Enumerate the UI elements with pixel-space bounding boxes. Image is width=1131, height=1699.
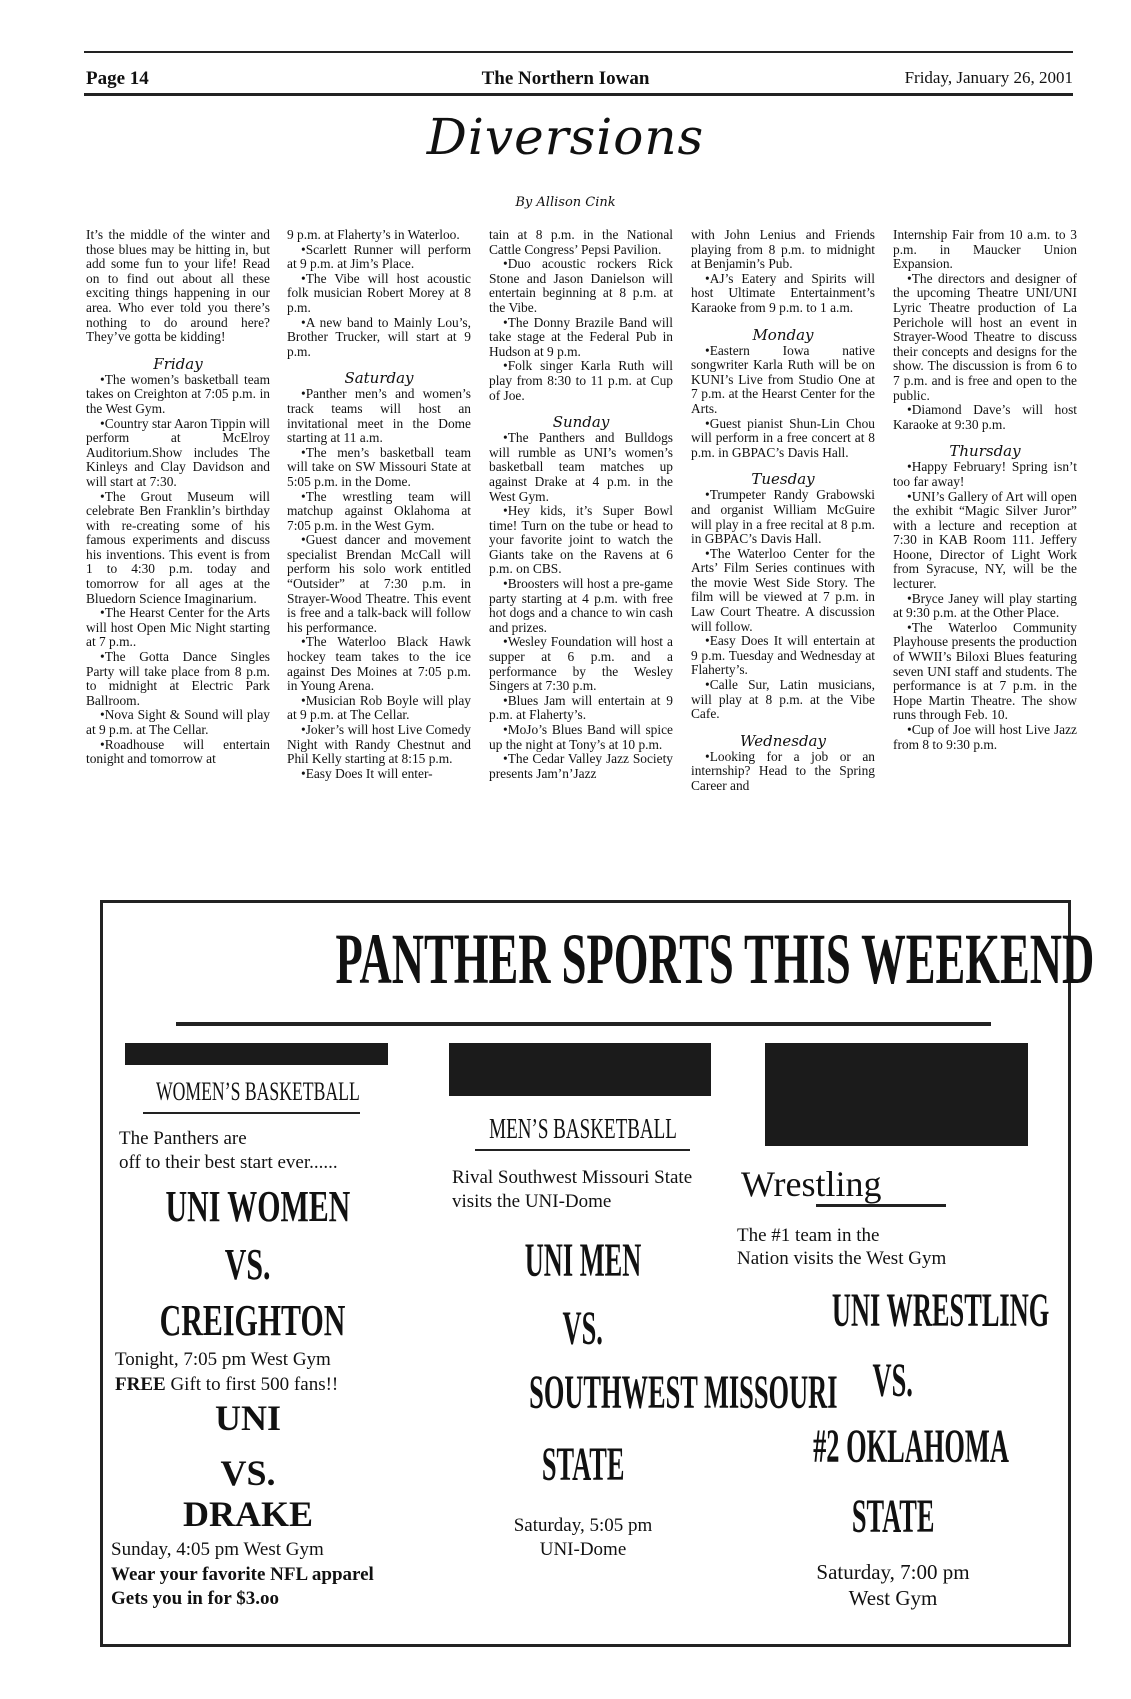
event-paragraph: •The Vibe will host acoustic folk musician Robert Morey at 8 p.m. (287, 270, 471, 315)
byline: By Allison Cink (515, 195, 616, 210)
womens-opponent-2: DRAKE (182, 1494, 313, 1534)
event-paragraph: •The Gotta Dance Singles Party will take place from 8 p.m. to midnight at Electric Park Ballroom. (86, 649, 270, 708)
mens-opponent-2: STATE (541, 1438, 625, 1491)
event-paragraph: •Diamond Dave’s will host Karaoke at 9:30 p.m. (893, 402, 1077, 432)
wrestling-time: Saturday, 7:00 pm (816, 1560, 970, 1584)
day-heading: Saturday (344, 369, 414, 388)
wrestling-opponent-2: STATE (851, 1490, 935, 1543)
event-paragraph: •Panther men’s and women’s track teams will host an invitational meet in the Dome starting at 11 a.m. (287, 386, 471, 446)
event-paragraph: •Joker’s will host Live Comedy Night with Randy Chestnut and Phil Kelly starting at 8:15 p.m. (287, 722, 471, 767)
wrestling-team-label: UNI WRESTLING (831, 1284, 1050, 1337)
event-paragraph: •UNI’s Gallery of Art will open the exhibit “Magic Silver Juror” with a lecture and reception at 7:30 in KAB Room 111. Jeffery Hoone, Director of Light Work from Syracuse, NY, will be the lecturer. (893, 488, 1077, 592)
event-paragraph: •Easy Does It will entertain at 9 p.m. Tuesday and Wednesday at Flaherty’s. (691, 633, 875, 678)
panther-sports-ad (100, 900, 1095, 1647)
mens-intro-1: Rival Southwest Missouri State (452, 1167, 693, 1188)
womens-vs-2: VS. (220, 1453, 276, 1493)
event-paragraph: •The Cedar Valley Jazz Society presents Jam’n’Jazz (489, 751, 673, 781)
day-heading: Tuesday (751, 470, 815, 489)
womens-photo-placeholder (125, 1043, 388, 1065)
womens-team-1: UNI WOMEN (165, 1182, 351, 1231)
day-heading: Wednesday (740, 731, 826, 750)
womens-promo-1: Wear your favorite NFL apparel (111, 1564, 374, 1585)
mens-time: Saturday, 5:05 pm (513, 1515, 653, 1536)
womens-heading-rule (143, 1112, 360, 1114)
event-paragraph: •Hey kids, it’s Super Bowl time! Turn on the tube or head to your favorite joint to watch the Giants take on the Ravens at 6 p.m. on CBS. (489, 503, 673, 577)
womens-intro-2: off to their best start ever...... (119, 1152, 338, 1173)
event-paragraph: •Happy February! Spring isn’t too far away! (893, 459, 1077, 489)
event-paragraph: •The men’s basketball team will take on SW Missouri State at 5:05 p.m. in the Dome. (287, 444, 471, 489)
ad-headline: PANTHER SPORTS THIS WEEKEND (335, 919, 1095, 999)
article-column-4 (691, 228, 875, 794)
event-paragraph: •The Hearst Center for the Arts will host Open Mic Night starting at 7 p.m.. (86, 605, 270, 650)
womens-opponent-1: CREIGHTON (160, 1296, 346, 1345)
event-paragraph: Internship Fair from 10 a.m. to 3 p.m. in Maucker Union Expansion. (893, 227, 1077, 272)
wrestling-heading-rule (816, 1204, 946, 1207)
event-paragraph: •Trumpeter Randy Grabowski and organist William McGuire will play in a free recital at 8 p.m. in GBPAC’s Davis Hall. (691, 487, 875, 547)
event-paragraph: •The Waterloo Center for the Arts’ Film Series continues with the movie West Side Story. The film will be viewed at 7 p.m. in Law Court Theatre. A discussion will follow. (691, 545, 875, 634)
event-paragraph: •Guest dancer and movement specialist Brendan McCall will perform his solo work entitled “Outsider” at 7:30 p.m. in Strayer-Wood Theatre. This event is free and a talk-back will follow his performance. (287, 532, 471, 635)
event-paragraph: •Looking for a job or an internship? Head to the Spring Career and (691, 748, 875, 793)
wrestling-opponent-1: #2 OKLAHOMA (813, 1420, 1009, 1473)
event-paragraph: •Scarlett Runner will perform at 9 p.m. at Jim’s Place. (287, 241, 471, 272)
event-paragraph: •The Waterloo Community Playhouse presents the production of WWII’s Biloxi Blues featuring seven UNI staff and students. The performance is at 7 p.m. in the Hope Martin Theatre. The show runs through Feb. 10. (893, 619, 1077, 723)
womens-promo-2: Gets you in for $3.oo (111, 1588, 280, 1609)
event-paragraph: •Roadhouse will entertain tonight and tomorrow at (86, 736, 270, 767)
article-column-5 (893, 228, 1077, 752)
event-paragraph: •Calle Sur, Latin musicians, will play at 8 p.m. at the Vibe Cafe. (691, 677, 875, 722)
womens-heading: WOMEN’S BASKETBALL (156, 1077, 360, 1106)
womens-vs-1: VS. (225, 1240, 271, 1289)
wrestling-place: West Gym (848, 1586, 938, 1610)
ad-headline-rule (176, 1022, 991, 1026)
article-column-2 (287, 228, 471, 781)
event-paragraph: •Duo acoustic rockers Rick Stone and Jason Danielson will entertain beginning at 8 p.m. at the Vibe. (489, 256, 673, 315)
event-paragraph: •Guest pianist Shun-Lin Chou will perform in a free concert at 8 p.m. in GBPAC’s Davis Hall. (691, 415, 875, 460)
wrestling-heading: Wrestling (741, 1164, 882, 1204)
event-paragraph: •The Grout Museum will celebrate Ben Franklin’s birthday with re-creating some of his famous experiments and discuss his inventions. This event is from 1 to 4:30 p.m. today and tomorrow for all ages at the Bluedorn Science Imaginarium. (86, 488, 270, 606)
event-paragraph: •Cup of Joe will host Live Jazz from 8 to 9:30 p.m. (893, 722, 1077, 752)
event-paragraph: •The women’s basketball team takes on Creighton at 7:05 p.m. in the West Gym. (86, 371, 270, 416)
event-paragraph: •The Waterloo Black Hawk hockey team takes to the ice against Des Moines at 7:05 p.m. in Young Arena. (287, 634, 471, 694)
mens-intro-2: visits the UNI-Dome (452, 1191, 612, 1212)
mens-heading: MEN’S BASKETBALL (489, 1114, 677, 1145)
event-paragraph: •Bryce Janey will play starting at 9:30 p.m. at the Other Place. (893, 590, 1077, 621)
event-paragraph: •A new band to Mainly Lou’s, Brother Trucker, will start at 9 p.m. (287, 314, 471, 359)
day-heading: Monday (752, 325, 814, 344)
event-paragraph: •Wesley Foundation will host a supper at 6 p.m. and a performance by the Wesley Singers at 7:30 p.m. (489, 634, 673, 694)
article-column-3 (489, 228, 673, 781)
mens-photo-placeholder (449, 1043, 711, 1096)
article-column-1 (86, 228, 270, 767)
wrestling-vs: VS. (872, 1354, 914, 1407)
newspaper-name: The Northern Iowan (481, 68, 650, 89)
wrestling-intro-1: The #1 team in the (737, 1225, 880, 1246)
event-paragraph: •Eastern Iowa native songwriter Karla Ruth will be on KUNI’s Live from Studio One at 7 p.m. at the Hearst Center for the Arts. (691, 342, 875, 416)
mens-place: UNI-Dome (539, 1539, 627, 1560)
event-paragraph: •AJ’s Eatery and Spirits will host Ultimate Entertainment’s Karaoke from 9 p.m. to 1 a.m. (691, 270, 875, 315)
womens-team-2: UNI (214, 1398, 281, 1438)
event-paragraph: •Folk singer Karla Ruth will play from 8:30 to 11 p.m. at Cup of Joe. (489, 358, 673, 403)
day-heading: Sunday (552, 413, 610, 432)
day-heading: Friday (153, 354, 203, 373)
event-paragraph: •Nova Sight & Sound will play at 9 p.m. at The Cellar. (86, 707, 270, 737)
womens-intro-1: The Panthers are (119, 1128, 247, 1149)
mens-heading-rule (475, 1149, 690, 1151)
mens-vs: VS. (562, 1302, 604, 1355)
day-heading: Thursday (949, 442, 1021, 461)
issue-date: Friday, January 26, 2001 (904, 68, 1073, 87)
event-paragraph: •Country star Aaron Tippin will perform at McElroy Auditorium.Show includes The Kinleys and Clay Davidson and will start at 7:30. (86, 415, 270, 489)
mens-opponent-1: SOUTHWEST MISSOURI (529, 1366, 838, 1419)
event-paragraph: 9 p.m. at Flaherty’s in Waterloo. (287, 227, 460, 242)
event-paragraph: •The wrestling team will matchup against Oklahoma at 7:05 p.m. in the West Gym. (287, 488, 471, 533)
event-paragraph: •The Panthers and Bulldogs will rumble as UNI’s women’s basketball team matches up against Drake at 4 p.m. in the West Gym. (489, 430, 673, 504)
wrestling-photo-placeholder (765, 1043, 1028, 1146)
header-top-rule (84, 51, 1073, 53)
event-paragraph: It’s the middle of the winter and those blues may be hitting in, but add some fun to your life! Read on to find out about all these exciting things happening in our area. Who ever told you there’s nothing to do around here? They’ve gotta be kidding! (86, 227, 270, 345)
event-paragraph: •The Donny Brazile Band will take stage at the Federal Pub in Hudson at 9 p.m. (489, 314, 673, 359)
event-paragraph: •The directors and designer of the upcoming Theatre UNI/UNI Lyric Theatre production of La Perichole will host an event in Strayer-Wood Theatre to discuss their concepts and designs for the show. The discussion is from 6 to 7 p.m. and is free and open to the public. (893, 270, 1077, 403)
event-paragraph: with John Lenius and Friends playing from 8 p.m. to midnight at Benjamin’s Pub. (691, 227, 875, 272)
section-title: Diversions (426, 108, 705, 166)
event-paragraph: •Blues Jam will entertain at 9 p.m. at Flaherty’s. (489, 692, 673, 723)
wrestling-intro-2: Nation visits the West Gym (737, 1248, 947, 1269)
header-bottom-rule (84, 93, 1073, 96)
womens-time-2: Sunday, 4:05 pm West Gym (111, 1539, 324, 1560)
womens-free-label: FREE (115, 1374, 166, 1395)
event-paragraph: •MoJo’s Blues Band will spice up the night at Tony’s at 10 p.m. (489, 722, 673, 752)
womens-free-gift: Gift to first 500 fans!! (165, 1374, 339, 1395)
event-paragraph: tain at 8 p.m. in the National Cattle Congress’ Pepsi Pavilion. (489, 227, 673, 257)
page-number: Page 14 (86, 68, 149, 89)
event-paragraph: •Broosters will host a pre-game party starting at 4 p.m. with free hot dogs and a chance to win cash and prizes. (489, 576, 673, 635)
event-paragraph: •Musician Rob Boyle will play at 9 p.m. at The Cellar. (287, 692, 471, 723)
womens-time-1: Tonight, 7:05 pm West Gym (115, 1349, 331, 1370)
mens-team: UNI MEN (524, 1234, 642, 1287)
event-paragraph: •Easy Does It will enter- (301, 765, 433, 781)
